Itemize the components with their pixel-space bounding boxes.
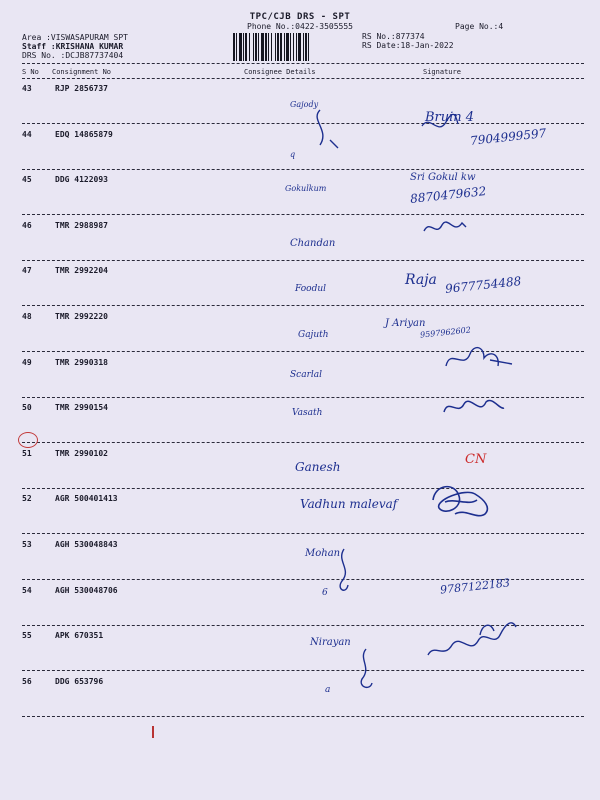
row-sno: 50 xyxy=(22,403,32,412)
handwritten-name: Gokulkum xyxy=(285,184,327,193)
handwritten-name: Vadhun malevaf xyxy=(300,497,398,511)
signature-scribble-56b xyxy=(350,645,384,695)
row-sno: 56 xyxy=(22,677,32,686)
handwritten-phone: 7904999597 xyxy=(469,126,547,148)
handwritten-name: Gajody xyxy=(290,100,319,109)
barcode-bar xyxy=(245,33,247,61)
handwritten-note: J Ariyan xyxy=(385,318,426,329)
handwritten-name: Foodul xyxy=(295,284,327,294)
barcode-bar xyxy=(293,33,294,61)
signature-scribble-46 xyxy=(420,215,470,241)
handwritten-initial: 6 xyxy=(322,588,328,598)
row-consignment: DDG 653796 xyxy=(55,677,104,686)
barcode-bar xyxy=(258,33,259,61)
row-consignment: EDQ 14865879 xyxy=(55,130,113,139)
row-sno: 47 xyxy=(22,266,32,275)
signature-scribble-56 xyxy=(420,615,530,665)
area-label: Area :VISWASAPURAM SPT xyxy=(22,33,128,42)
handwritten-note: CN xyxy=(465,452,487,467)
signature-scribble-52 xyxy=(425,478,500,523)
barcode-bar xyxy=(296,33,297,61)
row-consignment: AGH 530048843 xyxy=(55,540,118,549)
barcode-bar xyxy=(255,33,257,61)
handwritten-initial: a xyxy=(325,685,331,695)
row-consignment: TMR 2992220 xyxy=(55,312,108,321)
row-consignment: TMR 2990318 xyxy=(55,358,108,367)
handwritten-phone: 9677754488 xyxy=(444,274,522,296)
row-sno: 53 xyxy=(22,540,32,549)
rs-date: RS Date:18-Jan-2022 xyxy=(362,41,454,50)
col-sno: S No xyxy=(22,68,39,76)
handwritten-name: Ganesh xyxy=(295,460,341,474)
row-sno: 45 xyxy=(22,175,32,184)
handwritten-note: Raja xyxy=(405,272,437,288)
barcode-bar xyxy=(298,33,301,61)
row-51-circle-mark xyxy=(18,432,38,448)
barcode-bar xyxy=(308,33,309,61)
handwritten-name: Chandan xyxy=(290,238,336,249)
row-rule xyxy=(22,305,584,306)
handwritten-note: Sri Gokul kw xyxy=(410,172,476,183)
row-consignment: DDG 4122093 xyxy=(55,175,108,184)
col-consignment: Consignment No xyxy=(52,68,112,76)
row-consignment: TMR 2990102 xyxy=(55,449,108,458)
staff-label: Staff :KRISHANA KUMAR xyxy=(22,42,124,51)
handwritten-note: Bruin 4 xyxy=(425,110,475,125)
row-rule xyxy=(22,169,584,170)
row-sno: 52 xyxy=(22,494,32,503)
row-consignment: AGR 500401413 xyxy=(55,494,118,503)
row-sno: 44 xyxy=(22,130,32,139)
barcode-bar xyxy=(243,33,244,61)
barcode-bar xyxy=(280,33,282,61)
barcode-bar xyxy=(286,33,289,61)
phone-number: Phone No.:0422-3505555 xyxy=(247,22,353,31)
barcode-bar xyxy=(253,33,254,61)
handwritten-name: Gajuth xyxy=(298,330,329,340)
handwritten-phone: 8870479632 xyxy=(409,184,487,206)
header-rule xyxy=(22,63,584,64)
col-signature: Signature xyxy=(423,68,461,76)
handwritten-phone: 9787122183 xyxy=(439,576,511,597)
red-pen-mark xyxy=(152,726,154,738)
barcode-bar xyxy=(277,33,279,61)
rs-number: RS No.:877374 xyxy=(362,32,425,41)
barcode-bar xyxy=(265,33,267,61)
barcode-bar xyxy=(233,33,235,61)
row-rule xyxy=(22,442,584,443)
row-sno: 49 xyxy=(22,358,32,367)
barcode-bar xyxy=(271,33,272,61)
barcode-bar xyxy=(268,33,269,61)
row-sno: 51 xyxy=(22,449,32,458)
handwritten-initial: q xyxy=(290,150,296,159)
signature-scribble-54 xyxy=(330,545,360,600)
handwritten-name: Mohan xyxy=(305,548,341,559)
drs-number: DRS No. :DCJB87737404 xyxy=(22,51,124,60)
handwritten-name: Vasath xyxy=(292,408,323,418)
signature-scribble-43b xyxy=(420,112,460,138)
signature-scribble-43 xyxy=(300,100,360,160)
row-consignment: APK 670351 xyxy=(55,631,104,640)
sheet-title: TPC/CJB DRS - SPT xyxy=(249,12,351,22)
row-rule xyxy=(22,670,584,671)
handwritten-name: Nirayan xyxy=(310,637,351,648)
barcode-bar xyxy=(261,33,264,61)
barcode-bar xyxy=(239,33,242,61)
row-sno: 46 xyxy=(22,221,32,230)
row-rule xyxy=(22,716,584,717)
row-sno: 54 xyxy=(22,586,32,595)
row-consignment: AGH 530048706 xyxy=(55,586,118,595)
barcode-bar xyxy=(290,33,291,61)
barcode-bar xyxy=(305,33,307,61)
barcode-bar xyxy=(284,33,285,61)
signature-scribble-49 xyxy=(440,340,520,374)
colhdr-rule xyxy=(22,78,584,79)
row-sno: 55 xyxy=(22,631,32,640)
signature-scribble-50 xyxy=(440,392,510,422)
row-consignment: TMR 2990154 xyxy=(55,403,108,412)
handwritten-name: Scarlal xyxy=(290,370,322,380)
row-sno: 43 xyxy=(22,84,32,93)
row-consignment: RJP 2856737 xyxy=(55,84,108,93)
row-sno: 48 xyxy=(22,312,32,321)
handwritten-phone: 9597962602 xyxy=(419,325,472,340)
barcode-bar xyxy=(249,33,250,61)
barcode-bar xyxy=(303,33,304,61)
row-consignment: TMR 2992204 xyxy=(55,266,108,275)
barcode-bar xyxy=(236,33,237,61)
col-consignee: Consignee Details xyxy=(244,68,316,76)
row-rule xyxy=(22,260,584,261)
barcode-bar xyxy=(275,33,276,61)
row-rule xyxy=(22,533,584,534)
row-rule xyxy=(22,214,584,215)
barcode xyxy=(232,33,357,61)
row-consignment: TMR 2988987 xyxy=(55,221,108,230)
page-number: Page No.:4 xyxy=(455,22,504,31)
